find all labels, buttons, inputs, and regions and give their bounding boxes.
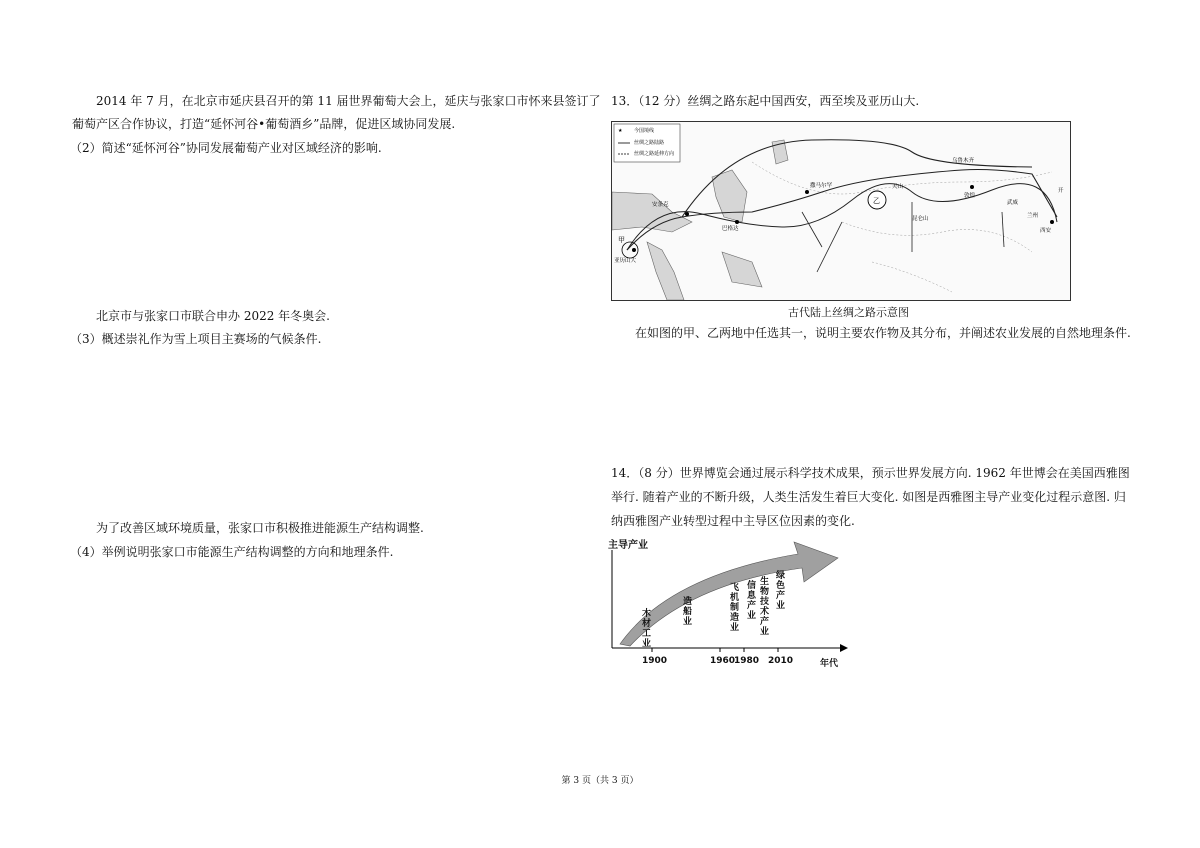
label-alexandria: 亚历山大 [614,258,637,264]
label-dunhuang: 敦煌 [964,193,976,199]
label-tianshan: 天山 [892,184,904,190]
label-baghdad: 巴格达 [722,226,739,232]
label-samarkand: 撒马尔罕 [810,183,833,189]
map-caption: 古代陆上丝绸之路示意图 [788,306,909,319]
paragraph-grape-line1: 2014 年 7 月，在北京市延庆县召开的第 11 届世界葡萄大会上，延庆与张家口市怀来县签订了 [96,94,601,108]
city-antioch-dot [685,212,689,216]
persian-gulf [722,252,762,287]
silk-road-map-svg [612,122,1070,300]
label-urumqi: 乌鲁木齐 [952,158,975,164]
label-jia: 甲 [618,236,625,244]
industry-timber: 木材工业 [640,608,650,648]
industry-shipbuilding: 造船业 [681,596,691,626]
question-2: （2）简述“延怀河谷”协同发展葡萄产业对区域经济的影响. [70,141,382,155]
border-line-3 [872,262,952,292]
question-13-stem: 13．（12 分）丝绸之路东起中国西安，西至埃及亚历山大. [611,94,920,108]
city-baghdad-dot [735,220,739,224]
red-sea [647,242,684,300]
label-yi: 乙 [873,197,880,205]
question-13-prompt: 在如图的甲、乙两地中任选其一，说明主要农作物及其分布，并阐述农业发展的自然地理条件. [635,326,1131,340]
city-alexandria-dot [632,248,636,252]
city-xian-dot [1050,220,1054,224]
city-dunhuang-dot [970,185,974,189]
x-axis-arrowhead [840,644,848,652]
route-branch-1 [802,212,822,247]
chart-y-label: 主导产业 [608,540,648,551]
industry-information: 信息产业 [745,580,755,620]
page-footer: 第 3 页（共 3 页） [561,776,639,786]
question-14-line1: 14．（8 分）世界博览会通过展示科学技术成果，预示世界发展方向. 1962 年世博会在美国西雅图 [611,466,1130,480]
legend-extension: 丝绸之路延伸方向 [634,151,675,157]
paragraph-olympics: 北京市与张家口市联合申办 2022 年冬奥会. [96,309,330,323]
tick-1980: 1980 [734,656,760,666]
label-kai: 开 [1058,188,1064,194]
silk-road-map [611,121,1071,301]
label-kunlun: 昆仑山 [912,216,929,222]
tick-1960: 1960 [710,656,736,666]
silk-route-main [627,170,1057,251]
industry-biotech: 生物技术产业 [758,576,768,636]
caspian-sea [712,170,747,222]
chart-x-label: 年代 [820,659,839,669]
legend-route: 丝绸之路陆路 [634,140,665,146]
industry-aircraft: 飞机制造业 [728,582,738,632]
question-14-line2: 举行. 随着产业的不断升级，人类生活发生着巨大变化. 如图是西雅图主导产业变化过程示意图. 归 [611,490,1126,504]
tick-2010: 2010 [768,656,794,666]
city-samarkand-dot [805,190,809,194]
paragraph-grape-line2: 葡萄产区合作协议，打造“延怀河谷•葡萄酒乡”品牌，促进区域协同发展. [72,117,456,131]
label-wuwei: 武威 [1007,200,1019,206]
legend-border: 今国境线 [634,128,655,134]
route-branch-2 [817,222,842,272]
svg-text:★: ★ [618,128,623,134]
industry-chart [608,536,848,671]
label-xian: 西安 [1040,228,1052,234]
question-4: （4）举例说明张家口市能源生产结构调整的方向和地理条件. [70,545,394,559]
label-antioch: 安条克 [652,202,669,208]
question-3: （3）概述崇礼作为雪上项目主赛场的气候条件. [70,332,322,346]
question-14-line3: 纳西雅图产业转型过程中主导区位因素的变化. [611,514,855,528]
paragraph-energy: 为了改善区域环境质量，张家口市积极推进能源生产结构调整. [96,521,424,535]
industry-green: 绿色产业 [774,570,784,610]
route-branch-4 [1002,212,1004,247]
label-lanzhou: 兰州 [1027,213,1039,219]
silk-route-south [627,184,1057,250]
tick-1900: 1900 [642,656,668,666]
